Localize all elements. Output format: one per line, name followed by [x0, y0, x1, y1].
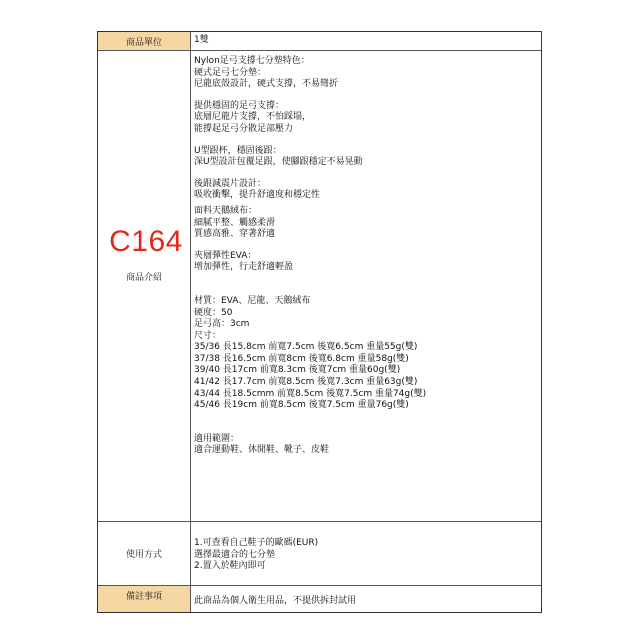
usage-label-cell — [98, 522, 190, 585]
intro-line: 底層尼龍片支撐，不怕踩塌， — [194, 112, 312, 123]
intro-line: 後跟減震片設計： — [194, 178, 267, 189]
intro-label: 商品介紹 — [125, 273, 162, 283]
unit-value: 1雙 — [194, 35, 209, 45]
feature-group-support — [194, 101, 538, 136]
intro-line: 質感高雅、穿著舒適 — [194, 229, 276, 240]
spec-group — [194, 296, 538, 412]
remarks-value: 此商品為個人衛生用品，不提供拆封試用 — [194, 596, 357, 606]
product-code: C164 — [109, 225, 183, 258]
size-row: 35/36 長15.8cm 前寬7.5cm 後寬6.5cm 重量55g(雙) — [194, 342, 418, 353]
product-spec-table — [97, 31, 542, 613]
feature-group-eva — [194, 251, 538, 274]
usage-line: 2.置入於鞋內即可 — [194, 561, 266, 572]
intro-line: 適合運動鞋、休閒鞋、靴子、皮鞋 — [194, 445, 330, 456]
size-row: 45/46 長19cm 前寬8.5cm 後寬7.5cm 重量76g(雙) — [194, 400, 409, 411]
intro-line: Nylon足弓支撐七分墊特色： — [194, 56, 310, 66]
spec-line: 硬度：50 — [194, 307, 233, 318]
intro-line: 能撐起足弓分散足部壓力 — [194, 123, 294, 134]
intro-line: 提供穩固的足弓支撐： — [194, 100, 285, 111]
remarks-value-cell — [191, 594, 541, 610]
intro-line: 夾層彈性EVA： — [194, 250, 257, 261]
intro-line: 增加彈性，行走舒適輕盈 — [194, 262, 294, 273]
intro-line: 深U型設計包覆足跟，使腳跟穩定不易晃動 — [194, 157, 363, 168]
feature-group-scope — [194, 434, 538, 457]
intro-line: 吸收衝擊，提升舒適度和穩定性 — [194, 190, 321, 201]
spec-line: 足弓高：3cm — [194, 319, 250, 330]
intro-line: 尼龍底殼設計，硬式支撐，不易彎折 — [194, 79, 339, 90]
feature-group-heel-cup — [194, 146, 538, 169]
feature-group-fabric — [194, 206, 538, 241]
unit-label-cell — [98, 32, 190, 50]
unit-label: 商品單位 — [125, 37, 162, 48]
intro-line: 適用範圍： — [194, 433, 240, 444]
feature-group-shock-pad — [194, 179, 538, 202]
size-row: 41/42 長17.7cm 前寬8.5cm 後寬7.3cm 重量63g(雙) — [194, 377, 418, 388]
intro-line: 硬式足弓七分墊： — [194, 67, 267, 78]
intro-value-cell — [191, 54, 541, 459]
feature-group-nylon — [194, 56, 538, 91]
size-row: 43/44 長18.5cmm 前寬8.5cm 後寬7.5cm 重量74g(雙) — [194, 388, 427, 399]
intro-line: 面料天鵝絨布： — [194, 205, 258, 216]
remarks-label: 備註事項 — [125, 592, 162, 602]
unit-value-cell — [191, 33, 541, 50]
row-divider — [98, 50, 541, 51]
spec-line: 尺寸： — [194, 330, 222, 341]
size-row: 39/40 長17cm 前寬8.3cm 後寬7cm 重量60g(雙) — [194, 365, 401, 376]
spec-line: 材質：EVA、尼龍、天鵝絨布 — [194, 295, 311, 306]
usage-line: 選擇最適合的七分墊 — [194, 549, 276, 560]
usage-line: 1.可查看自己鞋子的歐碼(EUR) — [194, 538, 319, 548]
size-row: 37/38 長16.5cm 前寬8cm 後寬6.8cm 重量58g(雙) — [194, 353, 409, 364]
usage-value-cell — [191, 536, 541, 575]
intro-line: 細膩平整、觸感柔滑 — [194, 217, 276, 228]
usage-label: 使用方式 — [125, 550, 162, 560]
intro-line: U型跟杯，穩固後跟： — [194, 145, 282, 156]
remarks-label-cell — [98, 586, 190, 612]
